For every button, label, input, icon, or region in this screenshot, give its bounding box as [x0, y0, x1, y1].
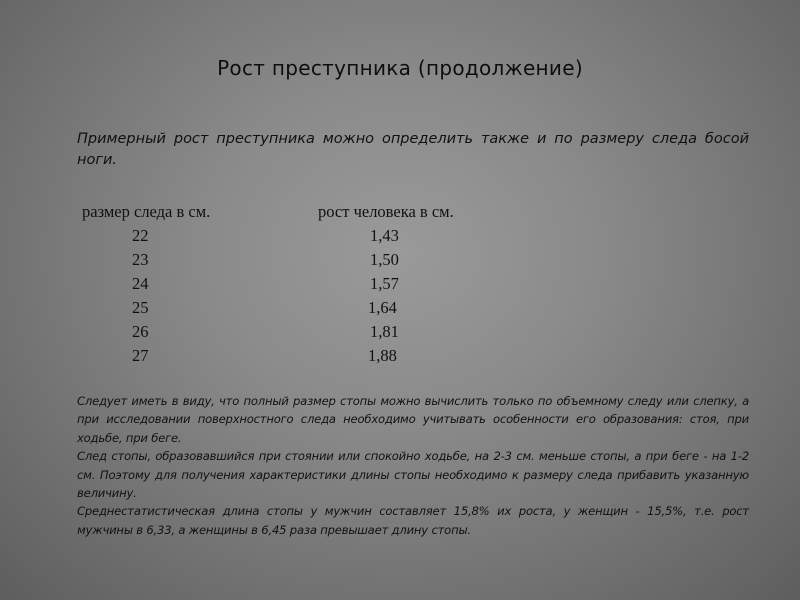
table-cell-size: 23: [132, 250, 149, 269]
notes-block: [77, 392, 749, 539]
note-paragraph: Среднестатистическая длина стопы у мужчин составляет 15,8% их роста, у женщин - 15,5%, т.е. рост мужчины в 6,33, а женщины в 6,45 раза превышает длину стопы.: [77, 504, 749, 537]
table-cell-size: 22: [132, 226, 149, 245]
table-cell-size: 27: [132, 346, 149, 365]
table-cell-size: 26: [132, 322, 149, 341]
slide-title: Рост преступника (продолжение): [217, 56, 583, 80]
table-cell-height: 1,88: [368, 346, 397, 365]
table-cell-height: 1,43: [370, 226, 399, 245]
note-paragraph: След стопы, образовавшийся при стоянии или спокойно ходьбе, на 2-3 см. меньше стопы, а при беге - на 1-2 см. Поэтому для получения характеристики длины стопы необходимо к размеру следа прибавить указанную величину.: [77, 449, 749, 501]
column-header-foot-size: размер следа в см.: [82, 202, 211, 221]
table-cell-height: 1,57: [370, 274, 399, 293]
intro-paragraph: Примерный рост преступника можно определить также и по размеру следа босой ноги.: [77, 131, 749, 168]
column-header-height: рост человека в см.: [318, 202, 454, 221]
table-cell-size: 24: [132, 274, 149, 293]
table-cell-height: 1,64: [368, 298, 397, 317]
table-cell-height: 1,81: [370, 322, 399, 341]
table-cell-height: 1,50: [370, 250, 399, 269]
table-cell-size: 25: [132, 298, 149, 317]
note-paragraph: Следует иметь в виду, что полный размер стопы можно вычислить только по объемному следу или слепку, а при исследовании поверхностного следа необходимо учитывать особенности его образования: стоя, при ходьбе, при беге.: [77, 394, 749, 445]
